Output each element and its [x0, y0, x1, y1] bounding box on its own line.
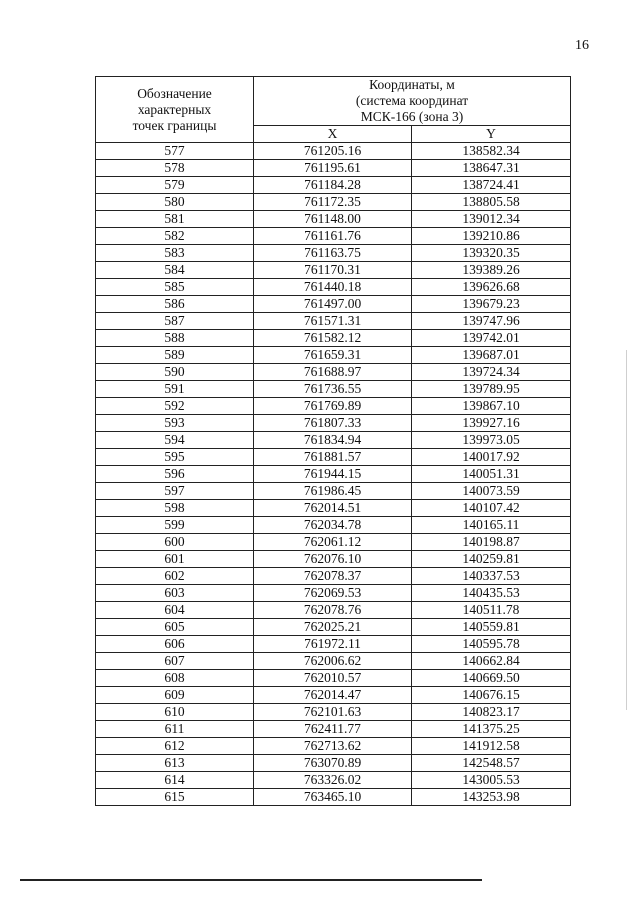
point-cell: 609	[96, 687, 254, 704]
point-cell: 598	[96, 500, 254, 517]
y-cell: 141375.25	[412, 721, 571, 738]
y-cell: 140435.53	[412, 585, 571, 602]
y-cell: 140823.17	[412, 704, 571, 721]
y-cell: 139973.05	[412, 432, 571, 449]
x-cell: 763326.02	[254, 772, 412, 789]
x-cell: 761172.35	[254, 194, 412, 211]
table-row	[96, 245, 571, 262]
x-cell: 761571.31	[254, 313, 412, 330]
page-number: 16	[575, 38, 589, 53]
x-cell: 761986.45	[254, 483, 412, 500]
table-row	[96, 330, 571, 347]
y-cell: 139724.34	[412, 364, 571, 381]
point-cell: 593	[96, 415, 254, 432]
x-cell: 761688.97	[254, 364, 412, 381]
x-cell: 761659.31	[254, 347, 412, 364]
point-cell: 611	[96, 721, 254, 738]
y-cell: 140017.92	[412, 449, 571, 466]
y-cell: 139789.95	[412, 381, 571, 398]
coordinates-header	[254, 77, 571, 126]
table-row	[96, 500, 571, 517]
point-cell: 610	[96, 704, 254, 721]
table-row	[96, 449, 571, 466]
coords-header-line: Координаты, м	[369, 77, 455, 92]
table-row	[96, 398, 571, 415]
point-header-line: характерных	[137, 101, 212, 117]
x-cell: 761736.55	[254, 381, 412, 398]
y-cell: 139012.34	[412, 211, 571, 228]
table-row	[96, 636, 571, 653]
point-cell: 580	[96, 194, 254, 211]
x-cell: 762076.10	[254, 551, 412, 568]
point-cell: 591	[96, 381, 254, 398]
point-cell: 597	[96, 483, 254, 500]
y-cell: 140669.50	[412, 670, 571, 687]
table-row	[96, 313, 571, 330]
point-cell: 585	[96, 279, 254, 296]
point-cell: 595	[96, 449, 254, 466]
point-cell: 615	[96, 789, 254, 806]
x-cell: 762014.47	[254, 687, 412, 704]
y-cell: 140107.42	[412, 500, 571, 517]
y-cell: 139626.68	[412, 279, 571, 296]
y-cell: 140165.11	[412, 517, 571, 534]
y-cell: 138724.41	[412, 177, 571, 194]
y-cell: 140337.53	[412, 568, 571, 585]
y-column-header: Y	[412, 126, 571, 143]
table-row	[96, 194, 571, 211]
point-cell: 587	[96, 313, 254, 330]
table-row	[96, 738, 571, 755]
x-cell: 761161.76	[254, 228, 412, 245]
table-row	[96, 721, 571, 738]
table-body	[96, 143, 571, 806]
x-cell: 762061.12	[254, 534, 412, 551]
point-cell: 590	[96, 364, 254, 381]
point-cell: 588	[96, 330, 254, 347]
table-row	[96, 381, 571, 398]
x-cell: 762014.51	[254, 500, 412, 517]
point-cell: 581	[96, 211, 254, 228]
x-cell: 761440.18	[254, 279, 412, 296]
y-cell: 140559.81	[412, 619, 571, 636]
x-column-header: X	[254, 126, 412, 143]
x-cell: 761195.61	[254, 160, 412, 177]
point-header-line: точек границы	[132, 117, 217, 133]
y-cell: 139867.10	[412, 398, 571, 415]
point-cell: 589	[96, 347, 254, 364]
point-cell: 602	[96, 568, 254, 585]
y-cell: 138582.34	[412, 143, 571, 160]
x-cell: 762411.77	[254, 721, 412, 738]
coords-header-line: МСК-166 (зона 3)	[360, 109, 464, 124]
table-row	[96, 551, 571, 568]
table-header	[96, 77, 571, 143]
coords-header-line: (система координат	[355, 93, 469, 108]
x-cell: 762069.53	[254, 585, 412, 602]
point-cell: 614	[96, 772, 254, 789]
y-cell: 140073.59	[412, 483, 571, 500]
x-cell: 761807.33	[254, 415, 412, 432]
point-cell: 601	[96, 551, 254, 568]
y-cell: 139679.23	[412, 296, 571, 313]
x-cell: 762034.78	[254, 517, 412, 534]
table-row	[96, 789, 571, 806]
x-cell: 761184.28	[254, 177, 412, 194]
table-row	[96, 653, 571, 670]
point-cell: 604	[96, 602, 254, 619]
x-cell: 763070.89	[254, 755, 412, 772]
table-row	[96, 211, 571, 228]
table-row	[96, 466, 571, 483]
y-cell: 139747.96	[412, 313, 571, 330]
scan-edge-mark	[626, 350, 627, 710]
y-cell: 139742.01	[412, 330, 571, 347]
table-row	[96, 619, 571, 636]
x-cell: 761148.00	[254, 211, 412, 228]
point-cell: 582	[96, 228, 254, 245]
x-cell: 762101.63	[254, 704, 412, 721]
x-cell: 761163.75	[254, 245, 412, 262]
x-cell: 761972.11	[254, 636, 412, 653]
table-row	[96, 772, 571, 789]
table-row	[96, 568, 571, 585]
table-row	[96, 415, 571, 432]
table-row	[96, 755, 571, 772]
point-cell: 606	[96, 636, 254, 653]
y-cell: 140676.15	[412, 687, 571, 704]
point-cell: 613	[96, 755, 254, 772]
table-row	[96, 262, 571, 279]
table-row	[96, 347, 571, 364]
y-cell: 143253.98	[412, 789, 571, 806]
y-cell: 138647.31	[412, 160, 571, 177]
table-row	[96, 704, 571, 721]
x-cell: 761944.15	[254, 466, 412, 483]
point-cell: 612	[96, 738, 254, 755]
x-cell: 761205.16	[254, 143, 412, 160]
x-cell: 761582.12	[254, 330, 412, 347]
y-cell: 138805.58	[412, 194, 571, 211]
point-cell: 607	[96, 653, 254, 670]
x-cell: 762078.76	[254, 602, 412, 619]
point-cell: 605	[96, 619, 254, 636]
table-row	[96, 228, 571, 245]
point-designation-header	[96, 77, 254, 143]
coordinates-table	[95, 76, 571, 806]
x-cell: 762025.21	[254, 619, 412, 636]
y-cell: 140259.81	[412, 551, 571, 568]
point-cell: 594	[96, 432, 254, 449]
point-cell: 579	[96, 177, 254, 194]
table-row	[96, 670, 571, 687]
x-cell: 762713.62	[254, 738, 412, 755]
table-row	[96, 143, 571, 160]
table-row	[96, 177, 571, 194]
point-cell: 596	[96, 466, 254, 483]
y-cell: 139927.16	[412, 415, 571, 432]
y-cell: 140662.84	[412, 653, 571, 670]
point-cell: 577	[96, 143, 254, 160]
point-cell: 583	[96, 245, 254, 262]
x-cell: 762006.62	[254, 653, 412, 670]
table-row	[96, 602, 571, 619]
y-cell: 142548.57	[412, 755, 571, 772]
table-row	[96, 534, 571, 551]
point-cell: 584	[96, 262, 254, 279]
table-row	[96, 687, 571, 704]
table-row	[96, 296, 571, 313]
point-cell: 592	[96, 398, 254, 415]
y-cell: 140511.78	[412, 602, 571, 619]
y-cell: 139210.86	[412, 228, 571, 245]
table-row	[96, 160, 571, 177]
point-cell: 603	[96, 585, 254, 602]
y-cell: 140051.31	[412, 466, 571, 483]
x-cell: 761170.31	[254, 262, 412, 279]
point-cell: 599	[96, 517, 254, 534]
y-cell: 143005.53	[412, 772, 571, 789]
point-header-line: Обозначение	[137, 85, 212, 101]
table-row	[96, 483, 571, 500]
x-cell: 761834.94	[254, 432, 412, 449]
point-cell: 586	[96, 296, 254, 313]
table-row	[96, 432, 571, 449]
x-cell: 761497.00	[254, 296, 412, 313]
y-cell: 139320.35	[412, 245, 571, 262]
x-cell: 762010.57	[254, 670, 412, 687]
x-cell: 763465.10	[254, 789, 412, 806]
point-cell: 578	[96, 160, 254, 177]
y-cell: 140198.87	[412, 534, 571, 551]
table-row	[96, 279, 571, 296]
y-cell: 139687.01	[412, 347, 571, 364]
table-row	[96, 517, 571, 534]
x-cell: 761881.57	[254, 449, 412, 466]
y-cell: 141912.58	[412, 738, 571, 755]
x-cell: 761769.89	[254, 398, 412, 415]
x-cell: 762078.37	[254, 568, 412, 585]
table-row	[96, 364, 571, 381]
point-cell: 600	[96, 534, 254, 551]
point-cell: 608	[96, 670, 254, 687]
y-cell: 139389.26	[412, 262, 571, 279]
table-row	[96, 585, 571, 602]
y-cell: 140595.78	[412, 636, 571, 653]
bottom-rule	[20, 879, 482, 881]
